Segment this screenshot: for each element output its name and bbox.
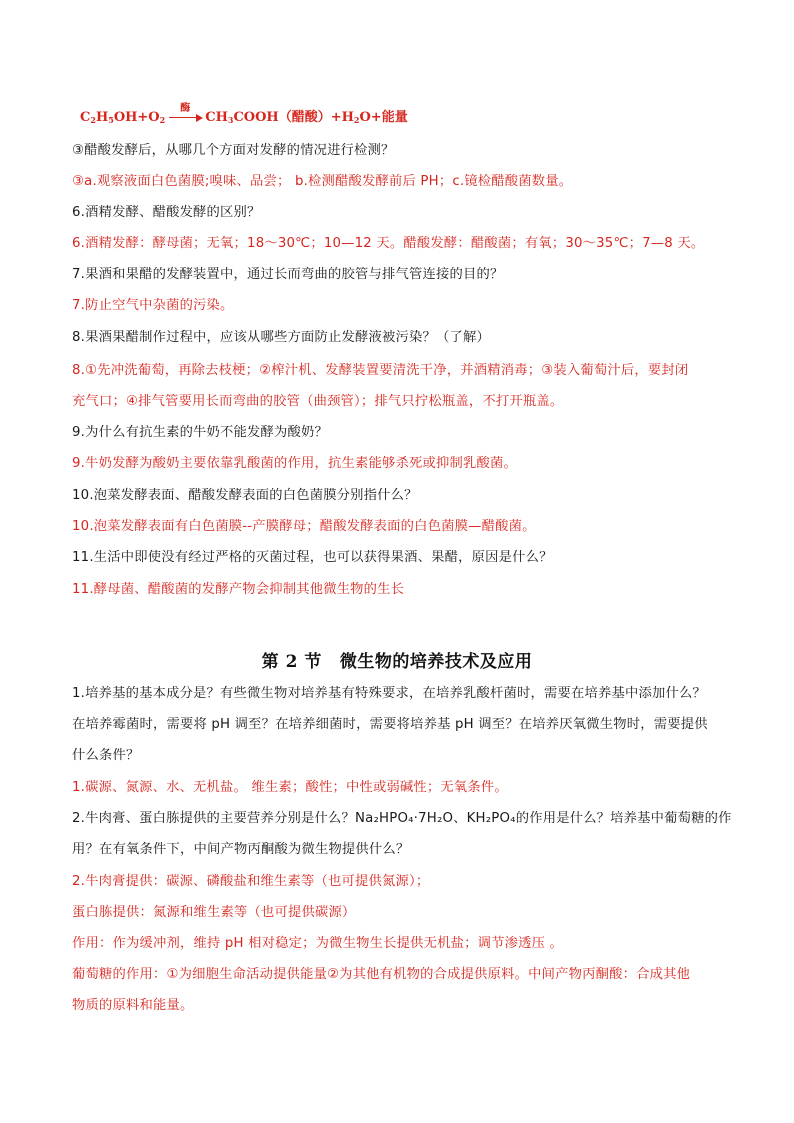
section-heading: 第 2 节 微生物的培养技术及应用 xyxy=(261,652,533,672)
question-line: 6.酒精发酵、醋酸发酵的区别？ xyxy=(72,205,261,220)
answer-line: 10.泡菜发酵表面有白色菌膜--产膜酵母；醋酸发酵表面的白色菌膜—醋酸菌。 xyxy=(72,519,536,534)
reaction-arrow xyxy=(168,103,202,125)
question-line: 用？在有氧条件下，中间产物丙酮酸为微生物提供什么？ xyxy=(72,842,410,857)
chemical-equation: $C_2H_5OH+O_2$ 酶 $CH_3COOH$（醋酸）$+H_2O+$能量 xyxy=(80,106,408,130)
question-line: 9.为什么有抗生素的牛奶不能发酵为酸奶？ xyxy=(72,425,329,440)
answer-line: 8.①先冲洗葡萄，再除去枝梗；②榨汁机、发酵装置要清洗干净，并酒精消毒；③装入葡萄汁后，要封闭 xyxy=(72,363,689,378)
answer-line: 充气口；④排气管要用长而弯曲的胶管（曲颈管）；排气只拧松瓶盖，不打开瓶盖。 xyxy=(72,394,564,409)
question-line: 2.牛肉膏、蛋白胨提供的主要营养分别是什么？Na₂HPO₄·7H₂O、KH₂PO₄的作用是什么？培养基中葡萄糖的作 xyxy=(72,811,732,826)
answer-line: 7.防止空气中杂菌的污染。 xyxy=(72,298,234,313)
question-line: 在培养霉菌时，需要将 pH 调至？在培养细菌时，需要将培养基 pH 调至？在培养厌氧微生物时，需要提供 xyxy=(72,717,708,732)
catalyst-label: 酶 xyxy=(180,103,191,114)
question-line: 什么条件？ xyxy=(72,748,140,763)
question-line: 8.果酒果醋制作过程中，应该从哪些方面防止发酵液被污染？（了解） xyxy=(72,330,490,345)
answer-line: 6.酒精发酵：酵母菌；无氧；18～30℃；10—12 天。醋酸发酵：醋酸菌；有氧；30～35℃；7—8 天。 xyxy=(72,236,705,251)
question-line: ③醋酸发酵后，从哪几个方面对发酵的情况进行检测？ xyxy=(72,143,395,158)
answer-line: 11.酵母菌、醋酸菌的发酵产物会抑制其他微生物的生长 xyxy=(72,582,405,597)
question-line: 11.生活中即使没有经过严格的灭菌过程，也可以获得果酒、果醋，原因是什么？ xyxy=(72,550,553,565)
answer-line: 物质的原料和能量。 xyxy=(72,998,194,1013)
answer-line: 作用：作为缓冲剂，维持 pH 相对稳定；为微生物生长提供无机盐；调节渗透压 。 xyxy=(72,936,564,951)
answer-line: 蛋白胨提供：氮源和维生素等（也可提供碳源） xyxy=(72,905,356,920)
question-line: 1.培养基的基本成分是？有些微生物对培养基有特殊要求，在培养乳酸杆菌时，需要在培养基中添加什么？ xyxy=(72,686,706,701)
answer-line: ③a.观察液面白色菌膜;嗅味、品尝； b.检测醋酸发酵前后 PH；c.镜检醋酸菌数量。 xyxy=(72,174,573,189)
answer-line: 葡萄糖的作用：①为细胞生命活动提供能量②为其他有机物的合成提供原料。中间产物丙酮酸：合成其他 xyxy=(72,967,691,982)
answer-line: 1.碳源、氮源、水、无机盐。 维生素；酸性；中性或弱碱性；无氧条件。 xyxy=(72,780,508,795)
answer-line: 2.牛肉膏提供：碳源、磷酸盐和维生素等（也可提供氮源）； xyxy=(72,874,430,889)
question-line: 7.果酒和果醋的发酵装置中，通过长而弯曲的胶管与排气管连接的目的？ xyxy=(72,267,504,282)
question-line: 10.泡菜发酵表面、醋酸发酵表面的白色菌膜分别指什么？ xyxy=(72,488,418,503)
answer-line: 9.牛奶发酵为酸奶主要依靠乳酸菌的作用，抗生素能够杀死或抑制乳酸菌。 xyxy=(72,456,517,471)
